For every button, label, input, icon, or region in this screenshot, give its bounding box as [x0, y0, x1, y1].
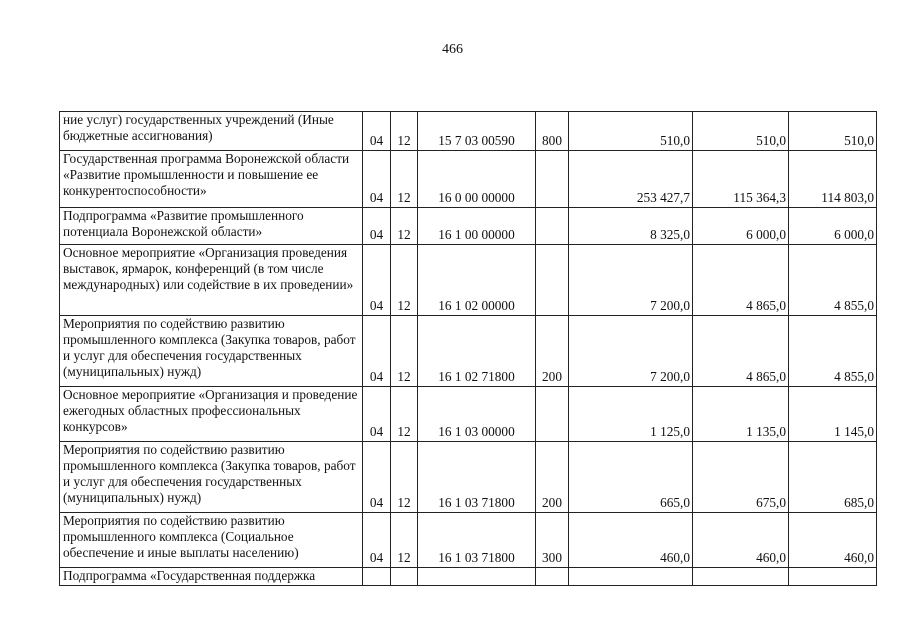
section-code: 04	[363, 513, 391, 568]
amount-year-3: 6 000,0	[789, 208, 877, 245]
row-name: ние услуг) государственных учреждений (Иные бюджетные ассигнования)	[60, 112, 363, 151]
section-code	[363, 568, 391, 586]
table-row	[60, 245, 877, 316]
section-code: 04	[363, 151, 391, 208]
amount-year-2: 675,0	[693, 442, 789, 513]
subsection-code: 12	[391, 387, 418, 442]
target-article-code: 16 1 02 71800	[418, 316, 536, 387]
amount-year-1: 510,0	[569, 112, 693, 151]
expense-type-code	[536, 387, 569, 442]
row-name: Государственная программа Воронежской области «Развитие промышленности и повышение ее конкурентоспособности»	[60, 151, 363, 208]
subsection-code: 12	[391, 208, 418, 245]
expense-type-code: 800	[536, 112, 569, 151]
row-name: Мероприятия по содействию развитию промышленного комплекса (Закупка товаров, работ и услуг для обеспечения государственных (муниципальных) нужд)	[60, 316, 363, 387]
amount-year-1: 460,0	[569, 513, 693, 568]
target-article-code: 16 1 03 71800	[418, 513, 536, 568]
amount-year-3: 685,0	[789, 442, 877, 513]
subsection-code: 12	[391, 151, 418, 208]
section-code: 04	[363, 316, 391, 387]
page-number: 466	[442, 42, 463, 57]
table-row	[60, 442, 877, 513]
target-article-code: 15 7 03 00590	[418, 112, 536, 151]
amount-year-2: 4 865,0	[693, 245, 789, 316]
subsection-code	[391, 568, 418, 586]
row-name: Основное мероприятие «Организация и проведение ежегодных областных профессиональных конкурсов»	[60, 387, 363, 442]
amount-year-3: 4 855,0	[789, 245, 877, 316]
subsection-code: 12	[391, 245, 418, 316]
row-name: Мероприятия по содействию развитию промышленного комплекса (Закупка товаров, работ и услуг для обеспечения государственных (муниципальных) нужд)	[60, 442, 363, 513]
target-article-code: 16 1 00 00000	[418, 208, 536, 245]
target-article-code	[418, 568, 536, 586]
budget-table	[59, 111, 877, 586]
row-name: Подпрограмма «Государственная поддержка	[60, 568, 363, 586]
amount-year-1	[569, 568, 693, 586]
target-article-code: 16 0 00 00000	[418, 151, 536, 208]
row-name: Мероприятия по содействию развитию промышленного комплекса (Социальное обеспечение и иные выплаты населению)	[60, 513, 363, 568]
table-row	[60, 151, 877, 208]
section-code: 04	[363, 442, 391, 513]
amount-year-2: 510,0	[693, 112, 789, 151]
section-code: 04	[363, 245, 391, 316]
target-article-code: 16 1 03 00000	[418, 387, 536, 442]
table-row	[60, 112, 877, 151]
subsection-code: 12	[391, 316, 418, 387]
table-row	[60, 568, 877, 586]
amount-year-3: 1 145,0	[789, 387, 877, 442]
expense-type-code	[536, 151, 569, 208]
expense-type-code: 200	[536, 442, 569, 513]
amount-year-2: 1 135,0	[693, 387, 789, 442]
expense-type-code: 300	[536, 513, 569, 568]
table-row	[60, 387, 877, 442]
amount-year-3: 460,0	[789, 513, 877, 568]
subsection-code: 12	[391, 442, 418, 513]
amount-year-1: 7 200,0	[569, 316, 693, 387]
table-row	[60, 316, 877, 387]
amount-year-2: 6 000,0	[693, 208, 789, 245]
amount-year-3: 510,0	[789, 112, 877, 151]
amount-year-1: 8 325,0	[569, 208, 693, 245]
table-row	[60, 513, 877, 568]
table-row	[60, 208, 877, 245]
amount-year-2: 460,0	[693, 513, 789, 568]
amount-year-2: 115 364,3	[693, 151, 789, 208]
target-article-code: 16 1 03 71800	[418, 442, 536, 513]
row-name: Основное мероприятие «Организация проведения выставок, ярмарок, конференций (в том числе международных) или содействие в их проведении»	[60, 245, 363, 316]
section-code: 04	[363, 387, 391, 442]
amount-year-3: 114 803,0	[789, 151, 877, 208]
amount-year-1: 1 125,0	[569, 387, 693, 442]
expense-type-code	[536, 208, 569, 245]
subsection-code: 12	[391, 112, 418, 151]
section-code: 04	[363, 112, 391, 151]
subsection-code: 12	[391, 513, 418, 568]
expense-type-code	[536, 245, 569, 316]
expense-type-code	[536, 568, 569, 586]
amount-year-3	[789, 568, 877, 586]
amount-year-2: 4 865,0	[693, 316, 789, 387]
section-code: 04	[363, 208, 391, 245]
amount-year-3: 4 855,0	[789, 316, 877, 387]
amount-year-1: 253 427,7	[569, 151, 693, 208]
amount-year-2	[693, 568, 789, 586]
amount-year-1: 7 200,0	[569, 245, 693, 316]
row-name: Подпрограмма «Развитие промышленного потенциала Воронежской области»	[60, 208, 363, 245]
amount-year-1: 665,0	[569, 442, 693, 513]
expense-type-code: 200	[536, 316, 569, 387]
target-article-code: 16 1 02 00000	[418, 245, 536, 316]
